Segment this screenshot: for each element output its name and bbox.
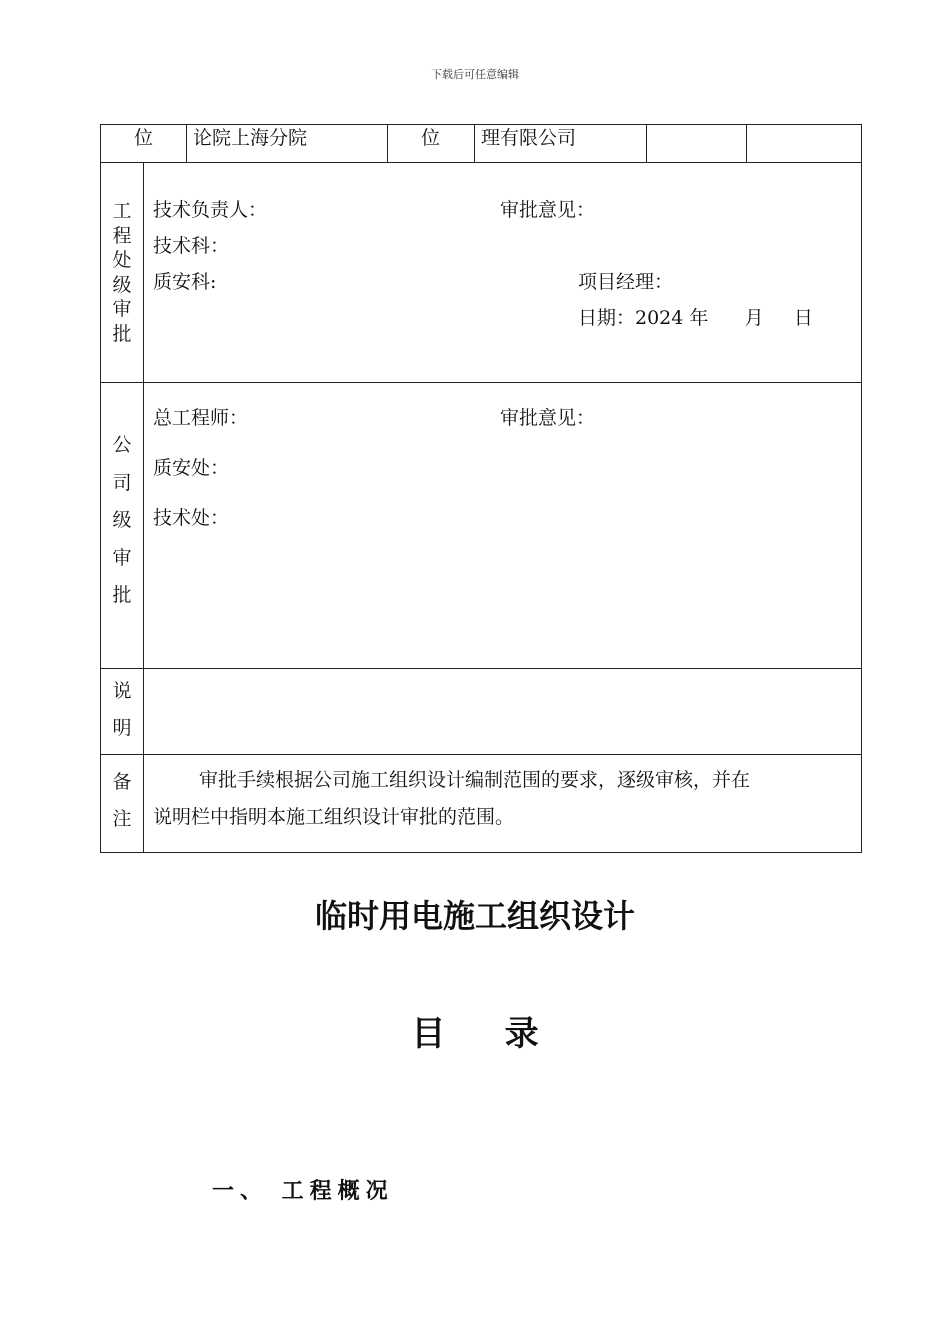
approval-opinion-label: 审批意见： — [500, 407, 596, 429]
top-row-cell-4: 理有限公司 — [481, 127, 577, 149]
section-label-department-approval: 工 程 处 级 审 批 — [112, 200, 132, 345]
top-row-cell-1: 位 — [134, 127, 154, 149]
table-line — [186, 124, 187, 162]
tech-dept-label: 技术科： — [153, 235, 230, 257]
table-line — [100, 162, 862, 163]
table-line — [143, 162, 144, 853]
section-label-explanation: 说 明 — [112, 680, 132, 739]
table-line — [100, 124, 862, 125]
table-line — [100, 754, 862, 755]
table-line — [387, 124, 388, 162]
table-line — [474, 124, 475, 162]
quality-office-label: 质安处： — [153, 457, 230, 479]
table-line — [861, 124, 862, 853]
table-line — [746, 124, 747, 162]
table-line — [100, 852, 862, 853]
tech-lead-label: 技术负责人： — [153, 199, 268, 221]
section-label-remarks: 备 注 — [112, 771, 132, 830]
table-line — [646, 124, 647, 162]
chief-engineer-label: 总工程师： — [153, 407, 249, 429]
section-label-company-approval: 公 司 级 审 批 — [112, 434, 132, 606]
table-line — [100, 382, 862, 383]
section-heading: 一、 工程概况 — [212, 1179, 394, 1204]
tech-office-label: 技术处： — [153, 507, 230, 529]
table-line — [100, 668, 862, 669]
header-note: 下载后可任意编辑 — [431, 68, 519, 81]
toc-title: 目 录 — [411, 1014, 539, 1054]
top-row-cell-2: 论院上海分院 — [193, 127, 308, 149]
date-label: 日期：2024 年 月 日 — [578, 307, 813, 329]
approval-opinion-label: 审批意见： — [500, 199, 596, 221]
remarks-line-2: 说明栏中指明本施工组织设计审批的范围。 — [153, 806, 515, 828]
top-row-cell-3: 位 — [421, 127, 441, 149]
document-title: 临时用电施工组织设计 — [314, 897, 635, 935]
quality-dept-label: 质安科: — [153, 271, 217, 293]
remarks-line-1: 审批手续根据公司施工组织设计编制范围的要求，逐级审核，并在 — [199, 769, 751, 791]
project-manager-label: 项目经理： — [578, 271, 674, 293]
